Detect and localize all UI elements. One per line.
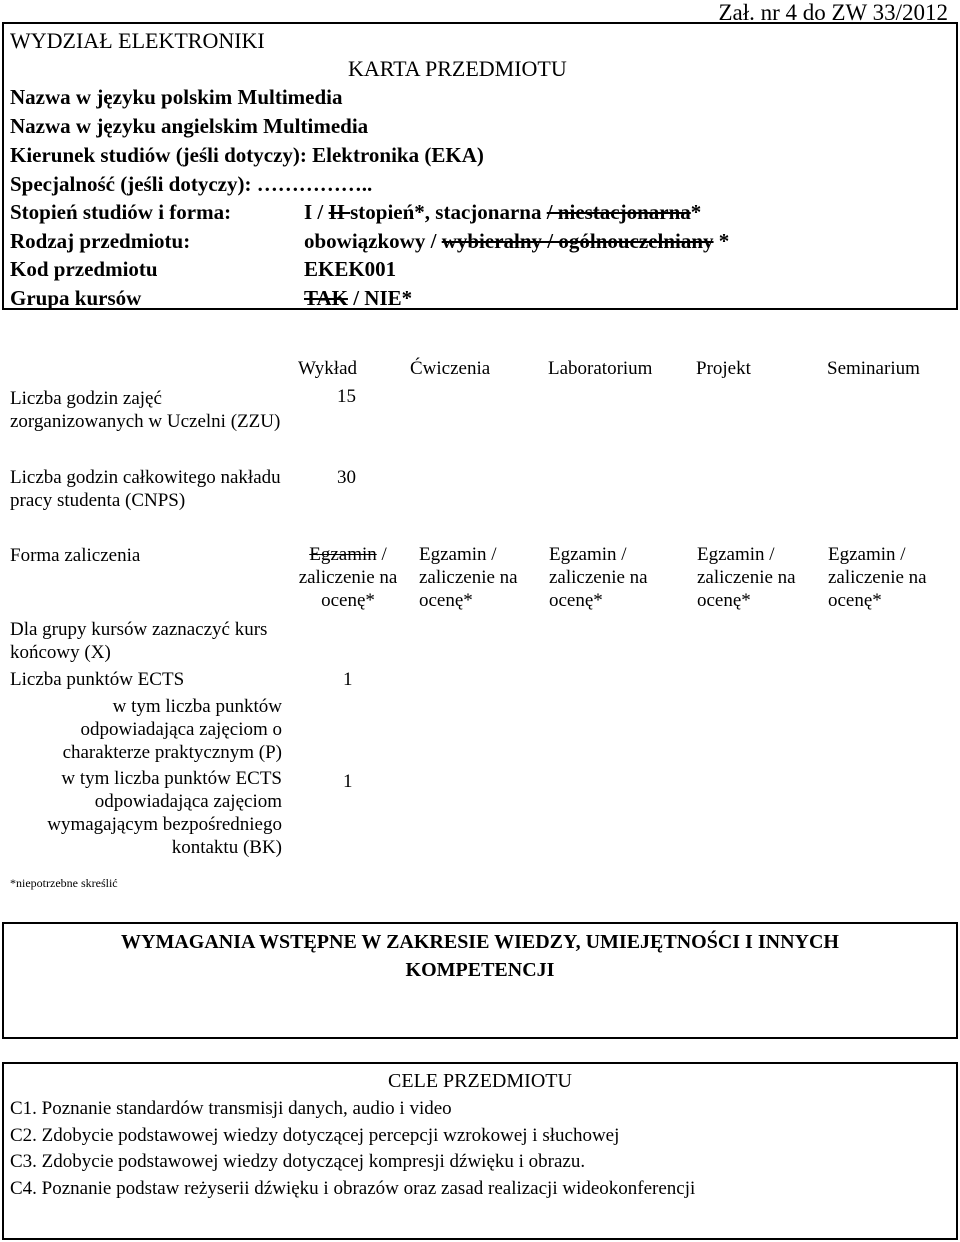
- group-b: / NIE*: [347, 286, 413, 310]
- cnps-lecture: 30: [337, 467, 356, 488]
- degree-c: stopień*, stacjonarna: [350, 200, 547, 224]
- group-label: Grupa kursów: [10, 286, 142, 310]
- form-lecture: [298, 543, 398, 612]
- row-bk-label: w tym liczba punktów ECTS odpowiadająca zajęciom wymagającym bezpośredniego kontaktu (BK): [47, 768, 282, 858]
- group-value: [304, 286, 412, 311]
- type-label: Rodzaj przedmiotu:: [10, 229, 191, 253]
- degree-label: Stopień studiów i forma:: [10, 200, 232, 224]
- code-value: EKEK001: [304, 257, 397, 281]
- type-a: obowiązkowy /: [304, 229, 442, 253]
- specialty: Specjalność (jeśli dotyczy): ……………..: [10, 172, 373, 196]
- footnote: *niepotrzebne skreślić: [10, 876, 118, 890]
- group-a: TAK: [304, 286, 348, 310]
- code-label: Kod przedmiotu: [10, 257, 158, 281]
- goal-item: C4. Poznanie podstaw reżyserii dźwięku i obrazów oraz zasad realizacji wideokonferencji: [10, 1177, 696, 1199]
- form-laboratory: Egzamin / zaliczenie na ocenę*: [549, 544, 648, 611]
- row-cnps-label: Liczba godzin całkowitego nakładu pracy studenta (CNPS): [10, 467, 281, 511]
- type-b: wybieralny / ogólnouczelniany: [441, 229, 714, 253]
- name-en-value: Multimedia: [263, 114, 369, 138]
- name-pl-value: Multimedia: [237, 85, 343, 109]
- type-value: [304, 229, 729, 254]
- direction: Kierunek studiów (jeśli dotyczy): Elektronika (EKA): [10, 143, 484, 167]
- attachment-note: Zał. nr 4 do ZW 33/2012: [718, 0, 948, 25]
- col-project: Projekt: [696, 358, 751, 379]
- goal-item: C2. Zdobycie podstawowej wiedzy dotyczącej percepcji wzrokowej i słuchowej: [10, 1124, 620, 1146]
- form-exercises: Egzamin / zaliczenie na ocenę*: [419, 544, 518, 611]
- degree-a: I /: [304, 200, 329, 224]
- requirements-title: WYMAGANIA WSTĘPNE W ZAKRESIE WIEDZY, UMIEJĘTNOŚCI I INNYCH KOMPETENCJI: [121, 931, 839, 981]
- row-final-label: Dla grupy kursów zaznaczyć kurs końcowy (X): [10, 619, 268, 663]
- card-title: KARTA PRZEDMIOTU: [348, 56, 567, 81]
- zzu-lecture: 15: [337, 386, 356, 407]
- row-p-label: w tym liczba punktów odpowiadająca zajęciom o charakterze praktycznym (P): [62, 696, 282, 763]
- bk-lecture: 1: [343, 771, 353, 792]
- col-exercises: Ćwiczenia: [410, 358, 491, 379]
- col-lecture: Wykład: [298, 358, 358, 379]
- form-lecture-rest: / zaliczenie na ocenę*: [298, 544, 398, 611]
- goal-item: C3. Zdobycie podstawowej wiedzy dotyczącej kompresji dźwięku i obrazu.: [10, 1151, 586, 1172]
- name-pl-label: Nazwa w języku polskim: [10, 85, 233, 109]
- goals-list: [10, 1096, 695, 1202]
- form-seminar: Egzamin / zaliczenie na ocenę*: [828, 544, 927, 611]
- ects-lecture: 1: [343, 669, 353, 690]
- name-en-row: [10, 114, 368, 139]
- row-ects-label: Liczba punktów ECTS: [10, 669, 185, 690]
- form-lecture-struck: Egzamin: [309, 544, 377, 565]
- faculty: WYDZIAŁ ELEKTRONIKI: [10, 28, 265, 53]
- col-laboratory: Laboratorium: [548, 358, 653, 379]
- col-seminar: Seminarium: [827, 358, 920, 379]
- row-zzu-label: Liczba godzin zajęć zorganizowanych w Uczelni (ZZU): [10, 388, 281, 432]
- degree-d: / niestacjonarna: [546, 200, 691, 224]
- goal-item: C1. Poznanie standardów transmisji danych, audio i video: [10, 1098, 452, 1119]
- degree-value: [304, 200, 701, 225]
- form-project: Egzamin / zaliczenie na ocenę*: [697, 544, 796, 611]
- degree-e: *: [690, 200, 702, 224]
- name-en-label: Nazwa w języku angielskim: [10, 114, 258, 138]
- type-c: *: [713, 229, 730, 253]
- goals-title: CELE PRZEDMIOTU: [388, 1070, 572, 1092]
- degree-b: II: [328, 200, 351, 224]
- row-form-label: Forma zaliczenia: [10, 545, 141, 566]
- name-pl-row: [10, 85, 343, 110]
